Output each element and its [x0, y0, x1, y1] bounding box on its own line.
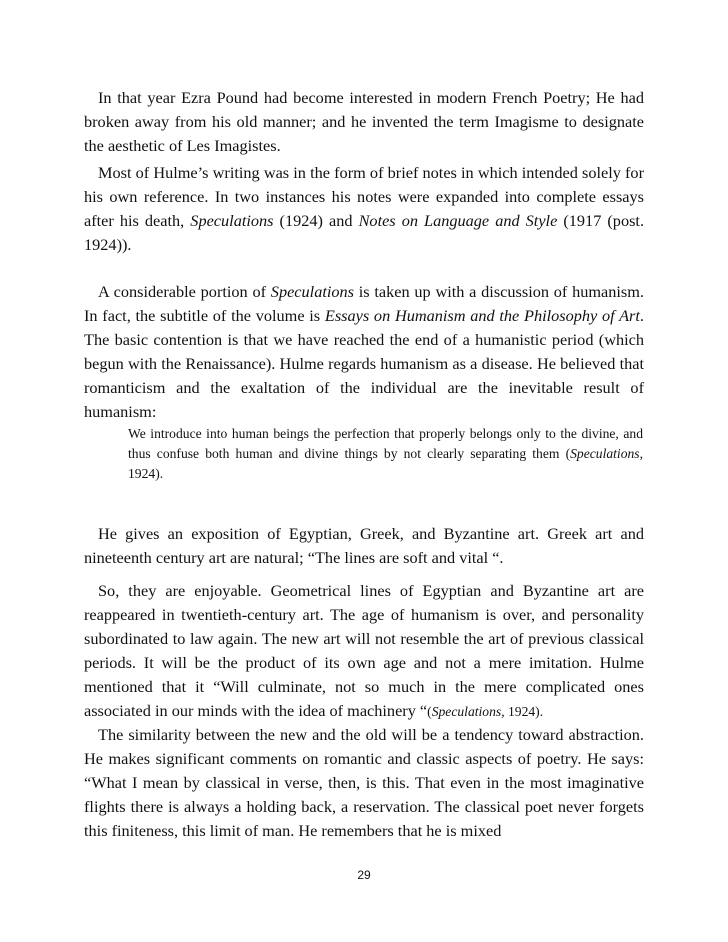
- paragraph-text: [84, 161, 644, 257]
- italic-title: Speculations: [270, 282, 354, 301]
- quote-text: We introduce into human beings the perfection that properly belongs only to the divine, and thus confuse both human and divine things by not clearly separating them (: [128, 426, 643, 461]
- paragraph-text: [84, 280, 644, 424]
- italic-title: Speculations: [431, 704, 502, 719]
- italic-title: Speculations: [570, 446, 640, 461]
- block-quote: [128, 424, 643, 484]
- italic-title: Notes on Language and Style: [358, 211, 558, 230]
- paragraph-text: [84, 86, 644, 158]
- text-run: A considerable portion of: [98, 282, 271, 301]
- paragraph-text: [84, 522, 644, 570]
- text-run: He gives an exposition of Egyptian, Greek, and Byzantine art. Greek art and nineteenth century art are natural; “The lines are soft and vital “.: [84, 524, 644, 567]
- paragraph-2: [84, 161, 644, 257]
- quote-text: , 1924).: [128, 446, 643, 481]
- citation-text: , 1924).: [501, 704, 544, 719]
- page-number: 29: [357, 868, 371, 882]
- paragraph-6: [84, 723, 644, 843]
- text-run: . The basic contention is that we have reached the end of a humanistic period (which begun with the Renaissance). Hulme regards humanism as a disease. He believed that romanticism and the exaltation of the individual are the inevitable result of humanism:: [84, 306, 644, 421]
- text-run: In that year Ezra Pound had become interested in modern French Poetry; He had broken away from his old manner; and he invented the term Imagisme to designate the aesthetic of Les Imagistes.: [84, 88, 644, 155]
- citation-text: (: [427, 704, 432, 719]
- paragraph-text: [84, 579, 644, 724]
- paragraph-5: [84, 579, 644, 724]
- text-run: The similarity between the new and the old will be a tendency toward abstraction. He makes significant comments on romantic and classic aspects of poetry. He says: “What I mean by classical in verse, then, is this. That even in the most imaginative flights there is always a holding back, a reservation. The classical poet never forgets this finiteness, this limit of man. He remembers that he is mixed: [84, 725, 644, 840]
- text-run: is taken up with a discussion of humanism. In fact, the subtitle of the volume is: [84, 282, 644, 325]
- text-run: Most of Hulme’s writing was in the form of brief notes in which intended solely for his own reference. In two instances his notes were expanded into complete essays after his death,: [84, 163, 644, 230]
- text-run: (1917 (post. 1924)).: [84, 211, 645, 254]
- paragraph-3: [84, 280, 644, 424]
- paragraph-1: [84, 86, 644, 158]
- paragraph-4: [84, 522, 644, 570]
- italic-title: Speculations: [190, 211, 274, 230]
- text-run: (1924) and: [273, 211, 359, 230]
- italic-title: Essays on Humanism and the Philosophy of Art: [324, 306, 640, 325]
- text-run: So, they are enjoyable. Geometrical lines of Egyptian and Byzantine art are reappeared in twentieth-century art. The age of humanism is over, and personality subordinated to law again. The new art will not resemble the art of previous classical periods. It will be the product of its own age and not a mere imitation. Hulme mentioned that it “Will culminate, not so much in the mere complicated ones associated in our minds with the idea of machinery “: [84, 581, 644, 720]
- paragraph-text: [84, 723, 644, 843]
